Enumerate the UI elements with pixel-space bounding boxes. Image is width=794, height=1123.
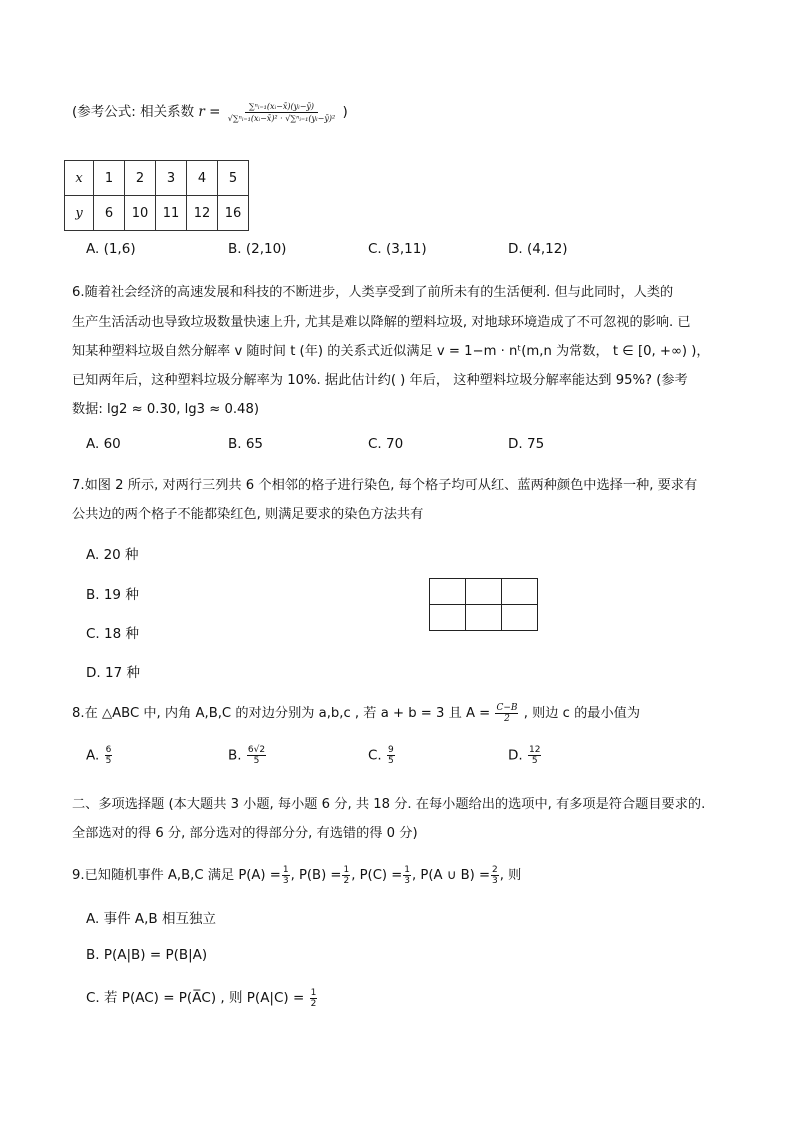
q6-line-5: 数据: lg2 ≈ 0.30, lg3 ≈ 0.48) (72, 402, 259, 417)
formula-suffix: ) (342, 104, 348, 120)
q9-option-b: B. P(A|B) = P(B|A) (86, 947, 208, 963)
q9-mid-3: , P(A ∪ B) = (412, 868, 491, 883)
q6-option-c: C. 70 (368, 436, 404, 452)
option-fraction (387, 745, 395, 766)
q9-prefix: 9.已知随机事件 A,B,C 满足 P(A) = (72, 868, 281, 883)
q8-frac-den: 2 (504, 713, 510, 724)
frac-num: 1 (310, 987, 317, 998)
frac-den: 2 (310, 998, 317, 1009)
q8-option-b (228, 745, 267, 766)
grid-cell (502, 605, 538, 631)
q5-option-c: C. (3,11) (368, 241, 427, 257)
option-label: D. (508, 747, 523, 764)
reference-formula (72, 100, 348, 124)
frac-num: 6√2 (247, 745, 266, 755)
table-cell: 4 (187, 161, 218, 196)
formula-r: r = (198, 104, 221, 120)
q6-line-2: 生产生活活动也导致垃圾数量快速上升, 尤其是难以降解的塑料垃圾, 对地球环境造成了不可忽视的影响. 已 (72, 315, 691, 330)
q6-option-a: A. 60 (86, 436, 121, 452)
q7-option-b: B. 19 种 (86, 587, 139, 603)
q6-line-3: 知某种塑料垃圾自然分解率 v 随时间 t (年) 的关系式近似满足 v = 1−m · nᵗ(m,n 为常数， t ∈ [0, +∞) )， (72, 344, 710, 359)
frac-num: 1 (343, 864, 350, 875)
frac-den: 5 (253, 756, 260, 766)
formula-numerator: ∑ⁿᵢ₌₁(xᵢ−x̄)(yᵢ−ȳ) (245, 101, 318, 113)
grid-row (430, 579, 538, 605)
q7-option-a: A. 20 种 (86, 547, 139, 563)
table-cell: 12 (187, 196, 218, 231)
q7-line-2: 公共边的两个格子不能都染红色, 则满足要求的染色方法共有 (72, 507, 424, 522)
grid-cell (430, 579, 466, 605)
option-label: A. (86, 747, 100, 764)
q9-frac-3 (403, 865, 411, 886)
frac-den: 5 (388, 756, 394, 766)
section-2-header-line-2: 全部选对的得 6 分, 部分选对的得部分分, 有选错的得 0 分) (72, 826, 418, 841)
option-fraction (105, 745, 113, 766)
q8-stem (72, 702, 640, 724)
q6-line-1: 6.随着社会经济的高速发展和科技的不断进步，人类享受到了前所未有的生活便利. 但与此同时，人类的 (72, 285, 674, 300)
coloring-grid-figure (429, 578, 538, 631)
table-cell: 2 (125, 161, 156, 196)
q8-option-a (86, 745, 113, 766)
xy-data-table (64, 160, 249, 231)
q6-option-d: D. 75 (508, 436, 545, 452)
option-label: C. (368, 747, 382, 764)
formula-fraction (228, 101, 335, 124)
q7-option-c: C. 18 种 (86, 626, 139, 642)
frac-den: 3 (492, 875, 498, 886)
q8-frac-num: C−B (496, 702, 518, 713)
q9-option-c-text: C. 若 P(AC) = P(A̅C) , 则 P(A|C) = (86, 990, 305, 1006)
frac-den: 2 (343, 875, 350, 886)
frac-num: 2 (492, 864, 498, 875)
frac-num: 1 (282, 864, 289, 875)
option-fraction (247, 745, 266, 766)
table-header-x: x (65, 161, 94, 196)
table-cell: 1 (94, 161, 125, 196)
q9-mid-1: , P(B) = (290, 868, 342, 883)
q6-line-4: 已知两年后，这种塑料垃圾分解率为 10%. 据此估计约( ) 年后， 这种塑料垃圾分解率能达到 95%? (参考 (72, 373, 688, 388)
table-row-y (65, 196, 249, 231)
q8-fraction (495, 703, 518, 724)
frac-den: 5 (531, 756, 538, 766)
table-header-y: y (65, 196, 94, 231)
grid-cell (430, 605, 466, 631)
q5-option-b: B. (2,10) (228, 241, 287, 257)
frac-den: 3 (404, 875, 411, 886)
frac-num: 9 (388, 745, 394, 755)
q9-frac-4 (491, 865, 499, 886)
table-cell: 3 (156, 161, 187, 196)
formula-denominator: √∑ⁿᵢ₌₁(xᵢ−x̄)² · √∑ⁿᵢ₌₁(yᵢ−ȳ)² (227, 113, 336, 123)
table-cell: 16 (218, 196, 249, 231)
q9-frac-1 (282, 865, 290, 886)
q8-option-d (508, 745, 542, 766)
section-2-header-line-1: 二、多项选择题 (本大题共 3 小题, 每小题 6 分, 共 18 分. 在每小题给出的选项中, 有多项是符合题目要求的. (72, 797, 706, 812)
q5-option-d: D. (4,12) (508, 241, 568, 257)
table-cell: 5 (218, 161, 249, 196)
frac-den: 3 (282, 875, 289, 886)
q9-suffix: , 则 (499, 868, 522, 883)
option-label: B. (228, 747, 242, 764)
frac-num: 12 (528, 745, 541, 755)
q5-option-a: A. (1,6) (86, 241, 136, 257)
formula-prefix: (参考公式: 相关系数 (72, 104, 195, 120)
q8-option-c (368, 745, 396, 766)
grid-cell (466, 605, 502, 631)
table-cell: 11 (156, 196, 187, 231)
q9-option-c (86, 986, 318, 1009)
table-cell: 6 (94, 196, 125, 231)
q9-option-c-fraction (310, 988, 318, 1009)
frac-num: 1 (404, 864, 411, 875)
table-cell: 10 (125, 196, 156, 231)
q8-text-b: , 则边 c 的最小值为 (523, 706, 641, 721)
q9-frac-2 (342, 865, 350, 886)
q7-line-1: 7.如图 2 所示, 对两行三列共 6 个相邻的格子进行染色, 每个格子均可从红、蓝两种颜色中选择一种, 要求有 (72, 478, 698, 493)
option-fraction (528, 745, 541, 766)
q9-option-a: A. 事件 A,B 相互独立 (86, 911, 216, 927)
frac-den: 5 (105, 756, 112, 766)
grid-row (430, 605, 538, 631)
table-row-x (65, 161, 249, 196)
q9-stem (72, 864, 521, 886)
q6-option-b: B. 65 (228, 436, 264, 452)
q8-text-a: 8.在 △ABC 中, 内角 A,B,C 的对边分别为 a,b,c , 若 a + b = 3 且 A = (72, 706, 491, 721)
q9-mid-2: , P(C) = (351, 868, 403, 883)
q7-option-d: D. 17 种 (86, 665, 140, 681)
grid-cell (502, 579, 538, 605)
frac-num: 6 (105, 745, 112, 755)
grid-cell (466, 579, 502, 605)
